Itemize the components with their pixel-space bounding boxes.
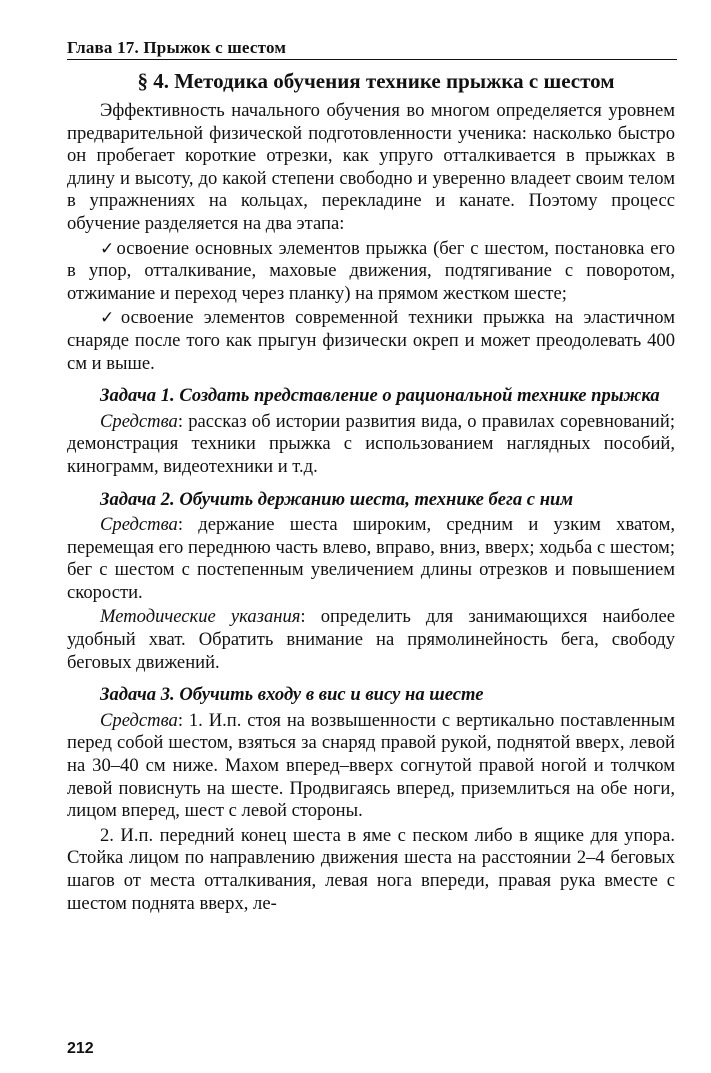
running-head: Глава 17. Прыжок с шестом bbox=[67, 38, 677, 60]
guidance-text: : определить для занимающихся наиболее удобный хват. Обратить внимание на прямолинейность бега, свободу беговых движений. bbox=[67, 606, 676, 673]
task-2-heading: Задача 2. Обучить держанию шеста, технике бега с ним bbox=[100, 488, 574, 510]
task-3-heading: Задача 3. Обучить входу в вис и вису на шесте bbox=[100, 684, 484, 706]
stage-2-item bbox=[67, 307, 675, 375]
section-title: § 4. Методика обучения технике прыжка с шестом bbox=[137, 69, 615, 93]
stage-1-text: освоение основных элементов прыжка (бег с шестом, постановка его в упор, отталкивание, маховые движения, подтягивание с поворотом, отжимание и переход через планку) на прямом жестком шесте; bbox=[67, 237, 675, 304]
task-1-heading: Задача 1. Создать представление о рациональной технике прыжка bbox=[100, 385, 660, 407]
means-text: : рассказ об истории развития вида, о правилах соревнований; демонстрация техники прыжка с использованием наглядных пособий, кинограмм, видеотехники и т.д. bbox=[67, 410, 675, 477]
means-text: : 1. И.п. стоя на возвышенности с вертикально поставленным перед собой шестом, взяться за снаряд правой рукой, поднятой вверх, левой на 30–40 см ниже. Махом вперед–вверх согнутой правой ногой и толчком левой повиснуть на шесте. Продвигаясь вперед, приземлиться на обе ноги, лицом вперед, шест с левой стороны. bbox=[67, 709, 675, 822]
page-number: 212 bbox=[67, 1040, 94, 1057]
guidance-label: Методические указания bbox=[100, 606, 301, 628]
check-mark-icon: ✓ bbox=[100, 238, 116, 259]
task-1-means bbox=[67, 411, 675, 479]
stage-1-item bbox=[67, 238, 675, 306]
means-label: Средства bbox=[100, 410, 178, 432]
means-text: : держание шеста широким, средним и узким хватом, перемещая его переднюю часть влево, вправо, вниз, вверх; ходьба с шестом; бег с шестом с постепенным увеличением длины отрезков и повышением скорости. bbox=[67, 514, 675, 603]
intro-paragraph: Эффективность начального обучения во многом определяется уровнем предварительной физической подготовленности ученика: насколько быстро он пробегает короткие отрезки, как упруго отталкивается в прыжках в длину и высоту, до какой степени свободно и уверенно владеет своим телом в упражнениях на кольцах, перекладине и канате. Поэтому процесс обучение разделяется на два этапа: bbox=[67, 100, 675, 234]
task-2-guidance bbox=[67, 606, 675, 674]
means-label: Средства bbox=[100, 709, 178, 731]
stage-2-text: освоение элементов современной техники прыжка на эластичном снаряде после того как прыгун физически окреп и может преодолевать 400 см и выше. bbox=[67, 307, 675, 374]
task-2-means bbox=[67, 514, 675, 604]
task-3-item-2: 2. И.п. передний конец шеста в яме с песком либо в ящике для упора. Стойка лицом по направлению движения шеста на расстоянии 2–4 беговых шагов от места отталкивания, левая нога впереди, правая рука вместе с шестом поднята вверх, ле- bbox=[67, 824, 675, 914]
means-label: Средства bbox=[100, 514, 178, 536]
check-mark-icon: ✓ bbox=[100, 308, 120, 329]
task-3-means bbox=[67, 710, 675, 823]
